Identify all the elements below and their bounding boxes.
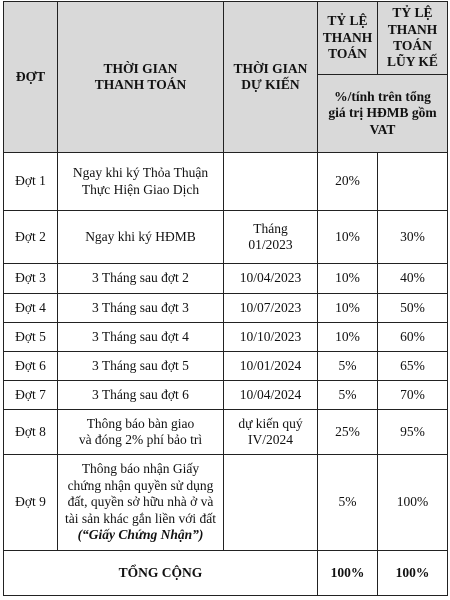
payment-timing-cell: Ngay khi ký HĐMB [58, 211, 224, 264]
table-row [4, 323, 448, 352]
payment-rate-cell: 25% [318, 410, 378, 455]
payment-timing-cell: Thông báo bàn giao và đóng 2% phí bảo trì [58, 410, 224, 455]
round-cell: Đợt 9 [4, 455, 58, 551]
table-row [4, 153, 448, 211]
cumulative-rate-cell [378, 153, 448, 211]
payment-timing-cell: Ngay khi ký Thỏa Thuận Thực Hiện Giao Dịch [58, 153, 224, 211]
cumulative-rate-cell: 30% [378, 211, 448, 264]
header-payment-time: THỜI GIAN THANH TOÁN [58, 2, 224, 153]
total-cumulative-cell: 100% [378, 551, 448, 596]
cumulative-rate-cell: 40% [378, 264, 448, 294]
payment-timing-cell: 3 Tháng sau đợt 2 [58, 264, 224, 294]
round-cell: Đợt 2 [4, 211, 58, 264]
table-row [4, 410, 448, 455]
expected-date-cell: 10/04/2024 [224, 381, 318, 410]
certificate-note: (“Giấy Chứng Nhận”) [77, 527, 204, 543]
round-cell: Đợt 6 [4, 352, 58, 381]
table-row [4, 264, 448, 294]
expected-date-cell: dự kiến quý IV/2024 [224, 410, 318, 455]
payment-timing-cell [58, 455, 224, 551]
header-cumulative-rate: TỶ LỆ THANH TOÁN LŨY KẾ [378, 2, 448, 75]
expected-date-cell [224, 455, 318, 551]
cumulative-rate-cell: 50% [378, 294, 448, 323]
payment-timing-text: Thông báo nhận Giấy chứng nhận quyền sử dụng đất, quyền sở hữu nhà ở và tài sản khác gắn liền với đất [64, 461, 217, 526]
payment-rate-cell: 10% [318, 264, 378, 294]
expected-date-cell [224, 153, 318, 211]
cumulative-rate-cell: 100% [378, 455, 448, 551]
header-percent-note: %/tính trên tổng giá trị HĐMB gồm VAT [318, 75, 448, 153]
payment-rate-cell: 10% [318, 211, 378, 264]
round-cell: Đợt 1 [4, 153, 58, 211]
round-cell: Đợt 8 [4, 410, 58, 455]
payment-timing-cell: 3 Tháng sau đợt 6 [58, 381, 224, 410]
payment-rate-cell: 5% [318, 352, 378, 381]
payment-timing-cell: 3 Tháng sau đợt 4 [58, 323, 224, 352]
payment-rate-cell: 5% [318, 455, 378, 551]
payment-rate-cell: 5% [318, 381, 378, 410]
table-row [4, 294, 448, 323]
header-expected-time: THỜI GIAN DỰ KIẾN [224, 2, 318, 153]
round-cell: Đợt 3 [4, 264, 58, 294]
cumulative-rate-cell: 65% [378, 352, 448, 381]
table-row [4, 211, 448, 264]
payment-rate-cell: 10% [318, 323, 378, 352]
table-row [4, 455, 448, 551]
expected-date-cell: 10/04/2023 [224, 264, 318, 294]
total-rate-cell: 100% [318, 551, 378, 596]
table-row [4, 381, 448, 410]
round-cell: Đợt 5 [4, 323, 58, 352]
cumulative-rate-cell: 60% [378, 323, 448, 352]
round-cell: Đợt 7 [4, 381, 58, 410]
table-row [4, 352, 448, 381]
header-payment-rate: TỶ LỆ THANH TOÁN [318, 2, 378, 75]
header-row [4, 2, 448, 75]
expected-date-cell: Tháng 01/2023 [224, 211, 318, 264]
payment-timing-cell: 3 Tháng sau đợt 5 [58, 352, 224, 381]
payment-rate-cell: 20% [318, 153, 378, 211]
expected-date-cell: 10/10/2023 [224, 323, 318, 352]
total-label: TỔNG CỘNG [4, 551, 318, 596]
cumulative-rate-cell: 70% [378, 381, 448, 410]
header-round: ĐỢT [4, 2, 58, 153]
expected-date-cell: 10/07/2023 [224, 294, 318, 323]
payment-schedule-table [3, 1, 448, 596]
total-row [4, 551, 448, 596]
expected-date-cell: 10/01/2024 [224, 352, 318, 381]
round-cell: Đợt 4 [4, 294, 58, 323]
payment-rate-cell: 10% [318, 294, 378, 323]
cumulative-rate-cell: 95% [378, 410, 448, 455]
payment-timing-cell: 3 Tháng sau đợt 3 [58, 294, 224, 323]
